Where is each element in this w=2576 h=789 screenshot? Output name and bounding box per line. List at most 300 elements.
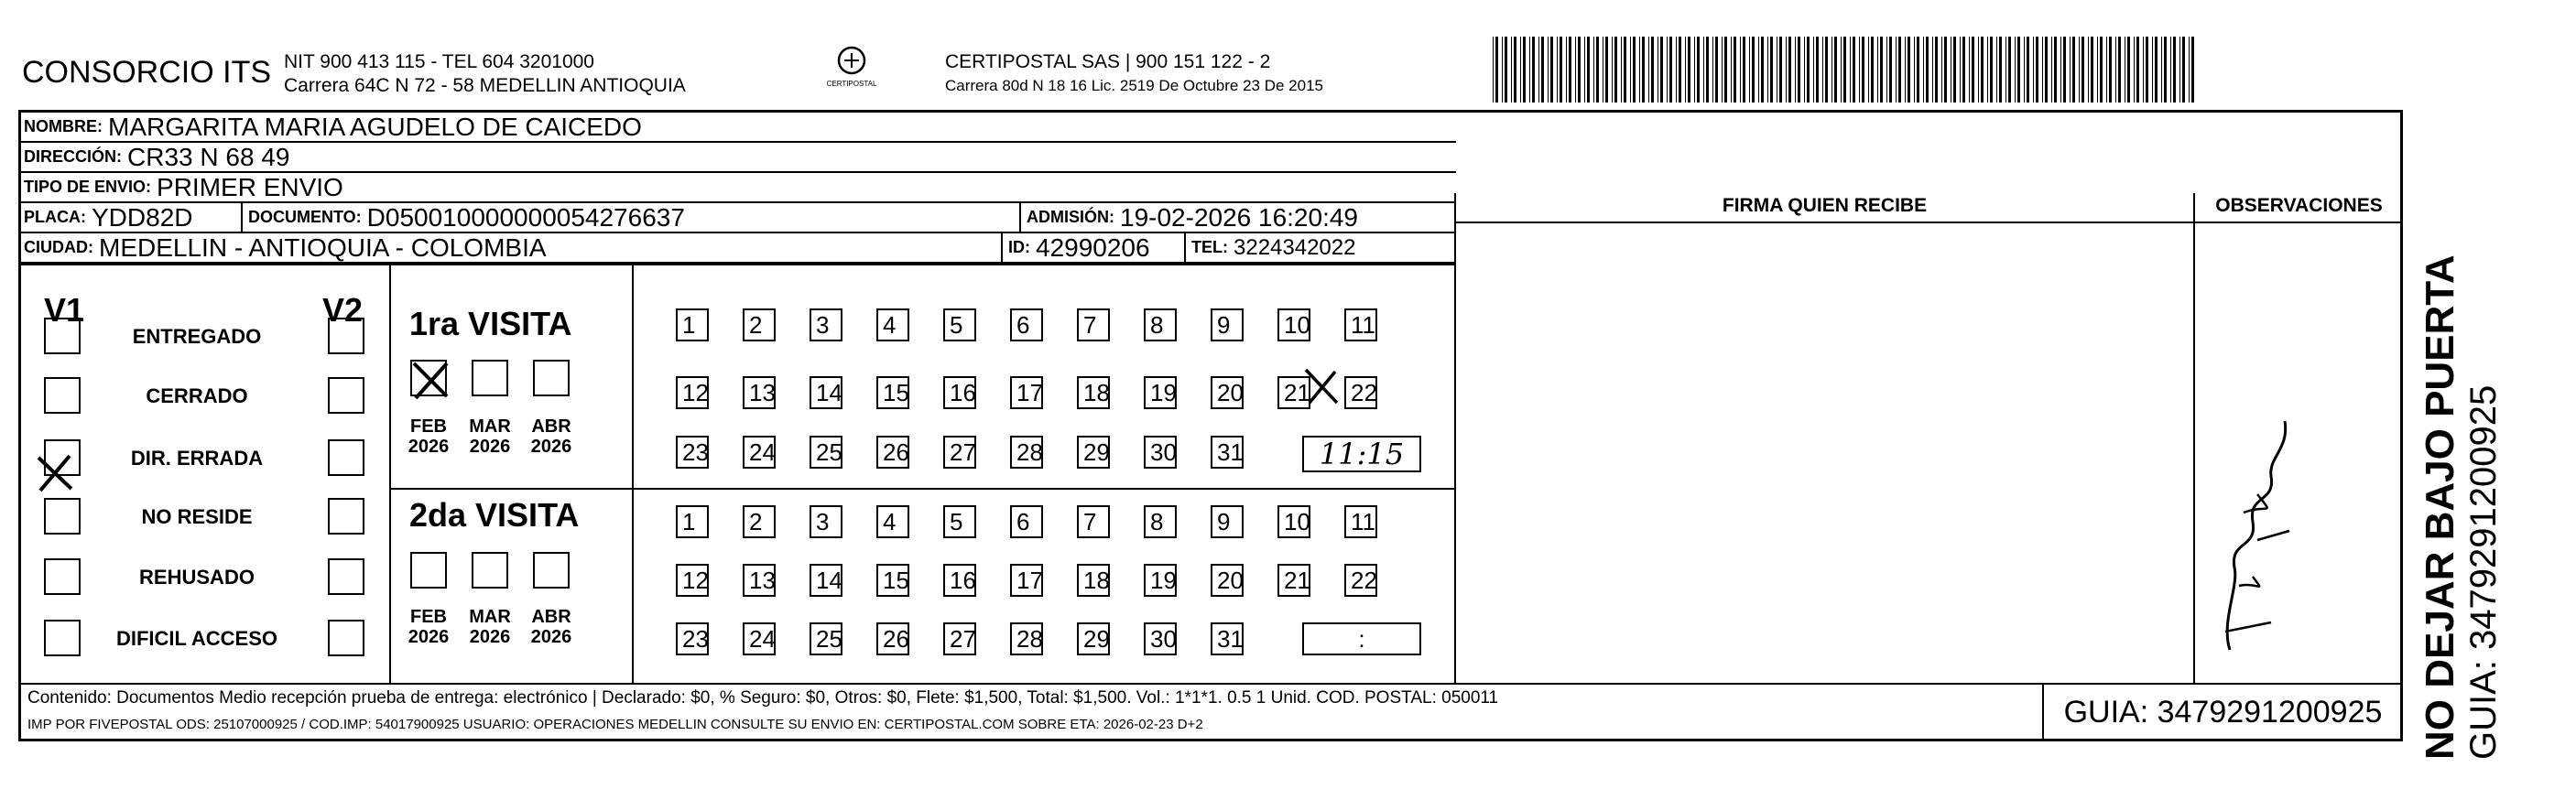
status-v1-checkbox[interactable] <box>44 558 81 595</box>
barcode-bar <box>1935 37 1938 103</box>
observations-divider <box>2193 193 2195 683</box>
visit-month-checkbox[interactable] <box>533 360 570 396</box>
direccion-row <box>18 143 1456 173</box>
barcode-bar <box>1639 37 1640 103</box>
barcode-bar <box>2072 37 2075 103</box>
side-guia: GUIA: 3479291200925 <box>2463 384 2504 760</box>
barcode-bar <box>1813 37 1814 103</box>
barcode-bar <box>1972 37 1974 103</box>
barcode-bar <box>2170 37 2171 103</box>
day-box[interactable]: 11 <box>1344 505 1377 538</box>
day-box[interactable]: 17 <box>1010 376 1043 409</box>
ciudad-row <box>18 233 1456 264</box>
visits-divider <box>389 488 1456 490</box>
month-year: 2026 <box>530 627 572 647</box>
imp-text: IMP POR FIVEPOSTAL ODS: 25107000925 / COD.IMP: 54017900925 USUARIO: OPERACIONES MEDELLIN CONSULTE SU ENVIO EN: CERTIPOSTAL.COM SOBRE ETA: 2026-02-23 D+2 <box>27 717 1203 732</box>
month-name: ABR <box>531 416 571 437</box>
day-box[interactable]: 15 <box>876 564 909 597</box>
day-box[interactable]: 5 <box>943 308 976 341</box>
contenido-text: Contenido: Documentos Medio recepción prueba de entrega: electrónico | Declarado: $0, % Seguro: $0, Otros: $0, Flete: $1,500, Total: $1,500. Vol.: 1*1*1. 0.5 1 Unid. COD. POSTAL: 050011 <box>27 688 1499 708</box>
barcode-bar <box>1676 37 1677 103</box>
day-box[interactable]: 8 <box>1144 308 1177 341</box>
barcode-bar <box>1770 37 1773 103</box>
barcode-bar <box>1557 37 1558 103</box>
barcode-bar <box>1917 37 1919 103</box>
barcode-bar <box>1612 37 1613 103</box>
visit-month-checkbox[interactable] <box>472 552 508 589</box>
barcode-bar <box>1694 37 1695 103</box>
barcode-bar <box>1648 37 1649 103</box>
day-box[interactable]: 27 <box>943 622 976 655</box>
barcode-bar <box>2136 37 2139 103</box>
status-v2-checkbox[interactable] <box>328 318 364 354</box>
month-name: MAR <box>469 607 511 627</box>
barcode-bar <box>2146 37 2148 103</box>
barcode-bar <box>1908 37 1910 103</box>
barcode-bar <box>1523 37 1526 103</box>
barcode-bar <box>1697 37 1700 103</box>
barcode-bar <box>1575 37 1576 103</box>
day-box[interactable]: 28 <box>1010 622 1043 655</box>
barcode-bar <box>1795 37 1796 103</box>
documento-value: D050010000000054276637 <box>366 202 685 232</box>
dir-errada-check-mark <box>35 452 75 492</box>
barcode-bar <box>1633 37 1636 103</box>
barcode-bar <box>1978 37 1979 103</box>
day-box[interactable]: 12 <box>676 376 709 409</box>
barcode-bar <box>2033 37 2034 103</box>
barcode-bar <box>1859 37 1860 103</box>
month-year: 2026 <box>530 437 572 457</box>
barcode-bar <box>2091 37 2093 103</box>
barcode-bar <box>1786 37 1787 103</box>
day-box[interactable]: 11 <box>1344 308 1377 341</box>
barcode-bar <box>1877 37 1878 103</box>
barcode-bar <box>2060 37 2061 103</box>
barcode-bar <box>2097 37 2098 103</box>
barcode-bar <box>1740 37 1741 103</box>
feb-check-mark <box>410 360 451 400</box>
tel-label: TEL: <box>1191 238 1228 256</box>
barcode-bar <box>2005 37 2006 103</box>
status-option-label: DIR. ERRADA <box>130 447 264 470</box>
barcode-bar <box>1667 37 1668 103</box>
barcode-bar <box>2054 37 2057 103</box>
day-box[interactable]: 30 <box>1144 436 1177 469</box>
barcode-bar <box>2024 37 2025 103</box>
day-box[interactable]: 18 <box>1077 564 1110 597</box>
direccion-label: DIRECCIÓN: <box>24 147 122 166</box>
status-v2-checkbox[interactable] <box>328 498 364 535</box>
barcode-bar <box>1862 37 1864 103</box>
day-box[interactable]: 31 <box>1211 622 1244 655</box>
barcode-bar <box>2182 37 2185 103</box>
barcode-bar <box>2063 37 2066 103</box>
status-option-label: DIFICIL ACCESO <box>115 627 277 650</box>
barcode-bar <box>1981 37 1984 103</box>
day-box[interactable]: 21 <box>1277 564 1310 597</box>
guia-number: GUIA: 3479291200925 <box>2042 685 2402 740</box>
barcode-bar <box>1798 37 1800 103</box>
barcode-bar <box>1898 37 1901 103</box>
status-v2-checkbox[interactable] <box>328 558 364 595</box>
barcode-bar <box>1596 37 1599 103</box>
barcode-bar <box>1807 37 1810 103</box>
barcode-bar <box>2100 37 2103 103</box>
barcode-bar <box>1804 37 1805 103</box>
day-box[interactable]: 26 <box>876 622 909 655</box>
barcode-bar <box>1560 37 1562 103</box>
day-box[interactable]: 13 <box>743 564 776 597</box>
barcode-bar <box>1548 37 1549 103</box>
status-option-label: CERRADO <box>146 384 248 407</box>
barcode-bar <box>1584 37 1585 103</box>
barcode-bar <box>1825 37 1828 103</box>
visit-month-label <box>467 607 513 647</box>
barcode-bar <box>1841 37 1842 103</box>
day-box[interactable]: 10 <box>1277 505 1310 538</box>
second-visit-title: 2da VISITA <box>409 496 580 534</box>
day-box[interactable]: 13 <box>743 376 776 409</box>
barcode-bar <box>1886 37 1887 103</box>
barcode-bar <box>2017 37 2020 103</box>
v2-header: V2 <box>322 291 364 329</box>
nombre-value: MARGARITA MARIA AGUDELO DE CAICEDO <box>108 112 642 141</box>
barcode-bar <box>1688 37 1690 103</box>
barcode-bar <box>1614 37 1617 103</box>
barcode-bar <box>1715 37 1718 103</box>
day-box[interactable]: 7 <box>1077 505 1110 538</box>
day-box[interactable]: 16 <box>943 376 976 409</box>
tipo-row <box>18 173 1456 203</box>
barcode-bar <box>2106 37 2107 103</box>
barcode-bar <box>1624 37 1626 103</box>
barcode-bar <box>1996 37 1997 103</box>
tipo-value: PRIMER ENVIO <box>157 172 343 201</box>
day-box[interactable]: 20 <box>1211 376 1244 409</box>
day-box[interactable]: 25 <box>810 436 842 469</box>
day-box[interactable]: 9 <box>1211 308 1244 341</box>
barcode-bar <box>1529 37 1530 103</box>
visit-month-checkbox[interactable] <box>533 552 570 589</box>
barcode-bar <box>1843 37 1846 103</box>
barcode-bar <box>2088 37 2089 103</box>
barcode-bar <box>1724 37 1727 103</box>
day-box[interactable]: 12 <box>676 564 709 597</box>
barcode-bar <box>2161 37 2162 103</box>
barcode-bar <box>1850 37 1851 103</box>
status-v1-checkbox[interactable] <box>44 620 81 656</box>
day-box[interactable]: 28 <box>1010 436 1043 469</box>
status-option-label: REHUSADO <box>139 566 255 589</box>
barcode-bar <box>2081 37 2084 103</box>
day-box[interactable]: 29 <box>1077 622 1110 655</box>
visit-month-label <box>467 416 513 457</box>
day-box[interactable]: 6 <box>1010 308 1043 341</box>
observaciones-header: OBSERVACIONES <box>2215 195 2383 216</box>
status-v2-checkbox[interactable] <box>328 377 364 414</box>
day-box[interactable]: 25 <box>810 622 842 655</box>
status-v1-checkbox[interactable] <box>44 318 81 354</box>
admision-value: 19-02-2026 16:20:49 <box>1120 202 1358 232</box>
day-box[interactable]: 14 <box>810 376 842 409</box>
barcode-bar <box>1816 37 1819 103</box>
signature-divider <box>1454 193 1456 683</box>
nit-line: NIT 900 413 115 - TEL 604 3201000 <box>284 51 594 72</box>
months-days-divider <box>632 264 634 683</box>
barcode-bar <box>2027 37 2029 103</box>
barcode-bar <box>1630 37 1631 103</box>
day-box[interactable]: 14 <box>810 564 842 597</box>
barcode-bar <box>1853 37 1855 103</box>
barcode-bar <box>2045 37 2048 103</box>
status-option-label: NO RESIDE <box>141 505 253 528</box>
barcode-bar <box>1660 37 1663 103</box>
barcode-bar <box>1593 37 1594 103</box>
barcode-bar <box>2179 37 2180 103</box>
month-year: 2026 <box>469 627 511 647</box>
barcode-bar <box>2143 37 2144 103</box>
day-box[interactable]: 20 <box>1211 564 1244 597</box>
visit-month-label <box>406 607 451 647</box>
barcode-bar <box>1990 37 1993 103</box>
day-box[interactable]: 4 <box>876 505 909 538</box>
v1-header: V1 <box>44 291 85 329</box>
barcode-bar <box>1514 37 1516 103</box>
barcode-bar <box>1505 37 1507 103</box>
barcode-bar <box>2051 37 2052 103</box>
day-box[interactable]: 24 <box>743 436 776 469</box>
certipostal-address: Carrera 80d N 18 16 Lic. 2519 De Octubre 23 De 2015 <box>945 77 1323 94</box>
first-visit-title: 1ra VISITA <box>409 305 572 342</box>
barcode-bar <box>1905 37 1906 103</box>
barcode-bar <box>1752 37 1755 103</box>
day-box[interactable]: 1 <box>676 308 709 341</box>
barcode-bar <box>2079 37 2080 103</box>
month-name: ABR <box>531 607 571 627</box>
second-visit-time[interactable]: : <box>1302 622 1421 655</box>
barcode-bar <box>1651 37 1654 103</box>
barcode-bar <box>1941 37 1942 103</box>
barcode-bar <box>1761 37 1764 103</box>
visit-month-checkbox[interactable] <box>410 552 447 589</box>
day-box[interactable]: 19 <box>1144 564 1177 597</box>
barcode-bar <box>1953 37 1956 103</box>
barcode-bar <box>1923 37 1924 103</box>
admision-label: ADMISIÓN: <box>1027 208 1114 226</box>
barcode-bar <box>1495 37 1498 103</box>
barcode-bar <box>1987 37 1988 103</box>
status-v1-checkbox[interactable] <box>44 498 81 535</box>
barcode-bar <box>1587 37 1590 103</box>
barcode-bar <box>1669 37 1672 103</box>
day-box[interactable]: 16 <box>943 564 976 597</box>
day-box[interactable]: 2 <box>743 505 776 538</box>
barcode-bar <box>1605 37 1608 103</box>
barcode-bar <box>2164 37 2167 103</box>
day-box[interactable]: 27 <box>943 436 976 469</box>
barcode-bar <box>1743 37 1745 103</box>
barcode-bar <box>1569 37 1571 103</box>
company-name: CONSORCIO ITS <box>22 55 272 90</box>
barcode-bar <box>1822 37 1823 103</box>
id-value: 42990206 <box>1036 232 1150 262</box>
barcode-bar <box>1999 37 2002 103</box>
status-v2-checkbox[interactable] <box>328 620 364 656</box>
visit-month-label <box>528 416 574 457</box>
barcode-bar <box>2155 37 2158 103</box>
company-address: Carrera 64C N 72 - 58 MEDELLIN ANTIOQUIA <box>284 75 686 96</box>
barcode-bar <box>1550 37 1553 103</box>
day-box[interactable]: 9 <box>1211 505 1244 538</box>
barcode-bar <box>1969 37 1970 103</box>
day-21-cross-mark <box>1302 366 1342 406</box>
barcode-bar <box>1621 37 1622 103</box>
day-box[interactable]: 1 <box>676 505 709 538</box>
day-box[interactable]: 31 <box>1211 436 1244 469</box>
day-box[interactable]: 22 <box>1344 564 1377 597</box>
month-year: 2026 <box>408 437 450 457</box>
barcode-bar <box>1532 37 1535 103</box>
barcode-bar <box>2008 37 2011 103</box>
day-box[interactable]: 5 <box>943 505 976 538</box>
no-dejar-bajo-puerta: NO DEJAR BAJO PUERTA <box>2418 254 2462 760</box>
day-box[interactable]: 18 <box>1077 376 1110 409</box>
day-box[interactable]: 19 <box>1144 376 1177 409</box>
barcode-bar <box>1758 37 1759 103</box>
barcode-bar <box>1703 37 1704 103</box>
status-top-line <box>18 264 1456 265</box>
firma-header: FIRMA QUIEN RECIBE <box>1722 195 1928 216</box>
barcode-bar <box>1767 37 1768 103</box>
month-name: MAR <box>469 416 511 437</box>
status-v2-checkbox[interactable] <box>328 439 364 476</box>
recipient-signature <box>2202 403 2312 659</box>
barcode-bar <box>1566 37 1567 103</box>
day-box[interactable]: 3 <box>810 505 842 538</box>
barcode-bar <box>1685 37 1686 103</box>
documento-label: DOCUMENTO: <box>248 208 362 226</box>
ciudad-label: CIUDAD: <box>24 238 93 256</box>
nombre-label: NOMBRE: <box>24 117 103 135</box>
barcode-bar <box>1493 37 1494 103</box>
barcode-bar <box>1722 37 1723 103</box>
status-option-label: ENTREGADO <box>132 325 262 348</box>
day-box[interactable]: 24 <box>743 622 776 655</box>
barcode-bar <box>1926 37 1929 103</box>
day-box[interactable]: 15 <box>876 376 909 409</box>
barcode-bar <box>1880 37 1883 103</box>
ciudad-value: MEDELLIN - ANTIOQUIA - COLOMBIA <box>99 232 547 262</box>
barcode-bar <box>1889 37 1892 103</box>
barcode-bar <box>2070 37 2071 103</box>
barcode-bar <box>2189 37 2190 103</box>
barcode-bar <box>2118 37 2121 103</box>
day-box[interactable]: 3 <box>810 308 842 341</box>
barcode-bar <box>2015 37 2016 103</box>
barcode-bar <box>2127 37 2130 103</box>
placa-value: YDD82D <box>92 202 193 232</box>
month-name: FEB <box>410 607 447 627</box>
day-box[interactable]: 29 <box>1077 436 1110 469</box>
barcode-bar <box>1538 37 1539 103</box>
barcode-bar <box>2036 37 2038 103</box>
nombre-row <box>18 113 1456 143</box>
barcode-bar <box>2042 37 2043 103</box>
barcode-bar <box>1679 37 1681 103</box>
status-v1-checkbox[interactable] <box>44 377 81 414</box>
side-notice <box>2418 254 2505 760</box>
placa-label: PLACA: <box>24 208 86 226</box>
day-box[interactable]: 23 <box>676 622 709 655</box>
day-box[interactable]: 23 <box>676 436 709 469</box>
day-box[interactable]: 26 <box>876 436 909 469</box>
status-visits-divider <box>389 264 391 683</box>
direccion-value: CR33 N 68 49 <box>127 142 290 171</box>
barcode-bar <box>1734 37 1736 103</box>
barcode-bar <box>1788 37 1791 103</box>
barcode-bar <box>1779 37 1782 103</box>
visit-month-checkbox[interactable] <box>472 360 508 396</box>
barcode <box>1493 37 2198 103</box>
day-box[interactable]: 30 <box>1144 622 1177 655</box>
first-visit-time: 11:15 <box>1302 436 1421 472</box>
tel-value: 3224342022 <box>1234 234 1356 260</box>
barcode-bar <box>1932 37 1933 103</box>
barcode-bar <box>1914 37 1915 103</box>
day-box[interactable]: 10 <box>1277 308 1310 341</box>
barcode-bar <box>1541 37 1544 103</box>
day-box[interactable]: 6 <box>1010 505 1043 538</box>
barcode-bar <box>1962 37 1965 103</box>
day-box[interactable]: 22 <box>1344 376 1377 409</box>
barcode-bar <box>2173 37 2176 103</box>
day-box[interactable]: 7 <box>1077 308 1110 341</box>
barcode-bar <box>1502 37 1503 103</box>
certipostal-info <box>945 50 1323 98</box>
day-box[interactable]: 4 <box>876 308 909 341</box>
barcode-bar <box>1511 37 1512 103</box>
day-box[interactable]: 8 <box>1144 505 1177 538</box>
barcode-bar <box>2109 37 2112 103</box>
barcode-bar <box>2152 37 2153 103</box>
barcode-bar <box>1834 37 1837 103</box>
barcode-bar <box>1731 37 1732 103</box>
day-box[interactable]: 17 <box>1010 564 1043 597</box>
day-box[interactable]: 21 <box>1277 376 1310 409</box>
barcode-bar <box>1831 37 1832 103</box>
visit-month-label <box>406 416 451 457</box>
barcode-bar <box>1520 37 1521 103</box>
logo-text: CERTIPOSTAL <box>826 80 877 88</box>
barcode-bar <box>1871 37 1874 103</box>
tipo-label: TIPO DE ENVIO: <box>24 178 152 196</box>
month-year: 2026 <box>469 437 511 457</box>
barcode-bar <box>1642 37 1645 103</box>
day-box[interactable]: 2 <box>743 308 776 341</box>
placa-row <box>18 203 1456 233</box>
barcode-bar <box>2134 37 2135 103</box>
barcode-bar <box>1896 37 1897 103</box>
barcode-bar <box>1749 37 1750 103</box>
company-info <box>284 50 686 98</box>
barcode-bar <box>1960 37 1961 103</box>
barcode-bar <box>1712 37 1713 103</box>
signature-header-line <box>1454 222 2403 223</box>
visit-month-label <box>528 607 574 647</box>
certipostal-nit: CERTIPOSTAL SAS | 900 151 122 - 2 <box>945 51 1271 72</box>
barcode-bar <box>1944 37 1947 103</box>
